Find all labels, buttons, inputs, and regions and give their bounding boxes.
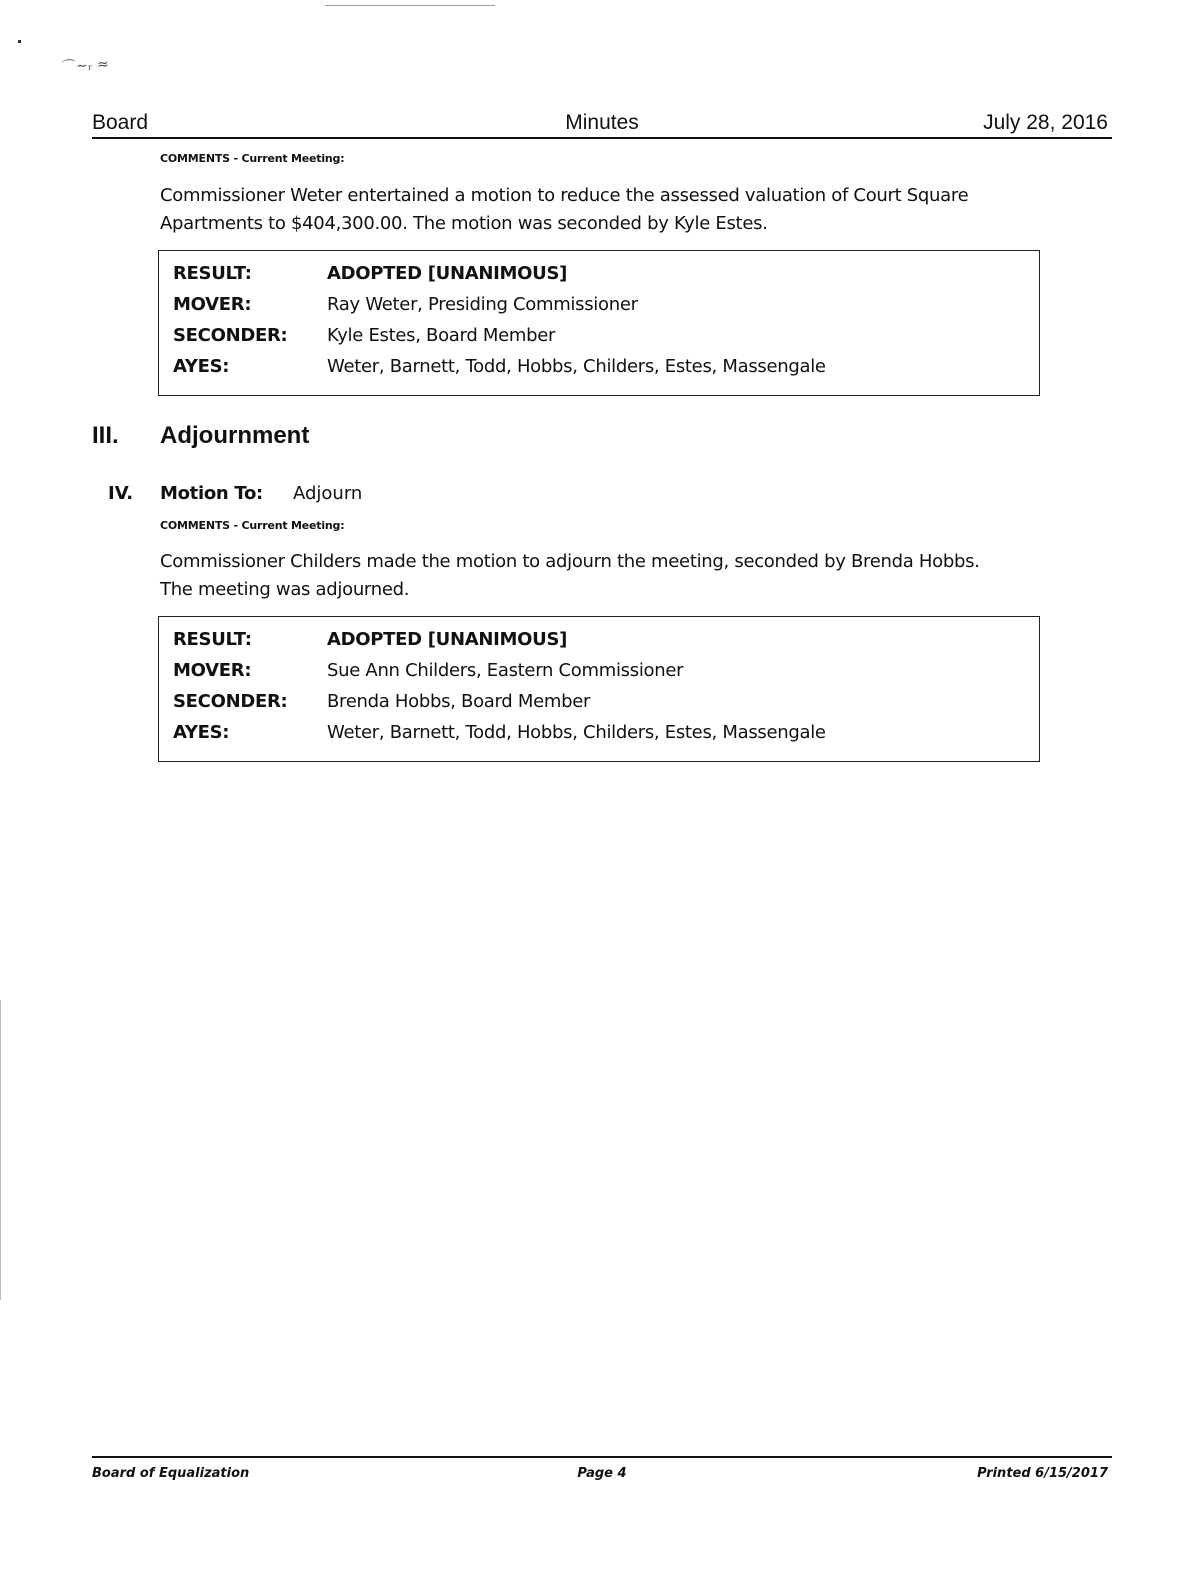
comment-line: The meeting was adjourned.: [160, 579, 410, 600]
header-board: Board: [92, 111, 149, 134]
comments-label: COMMENTS - Current Meeting:: [160, 152, 345, 165]
comment-line: Commissioner Childers made the motion to adjourn the meeting, seconded by Brenda Hobbs.: [160, 551, 980, 572]
vote-result-box: [158, 250, 1040, 396]
footer-board-name: Board of Equalization: [92, 1466, 250, 1481]
section-title: Adjournment: [160, 422, 310, 449]
result-value: ADOPTED [UNANIMOUS]: [327, 263, 568, 284]
ayes-value: Weter, Barnett, Todd, Hobbs, Childers, Estes, Massengale: [327, 722, 826, 743]
scan-left-edge: [0, 1000, 1, 1300]
section-number: III.: [92, 422, 119, 449]
header-minutes: Minutes: [565, 111, 639, 134]
result-label: RESULT:: [173, 629, 252, 650]
seconder-label: SECONDER:: [173, 325, 288, 346]
seconder-label: SECONDER:: [173, 691, 288, 712]
mover-label: MOVER:: [173, 660, 252, 681]
motion-value: Adjourn: [293, 483, 363, 504]
vote-row-ayes: [159, 354, 1039, 385]
comments-label: COMMENTS - Current Meeting:: [160, 519, 345, 532]
result-label: RESULT:: [173, 263, 252, 284]
item-number: IV.: [108, 483, 134, 504]
vote-row-result: [159, 627, 1039, 658]
mover-label: MOVER:: [173, 294, 252, 315]
vote-row-seconder: [159, 323, 1039, 354]
mover-value: Ray Weter, Presiding Commissioner: [327, 294, 638, 315]
vote-row-ayes: [159, 720, 1039, 751]
page-header: [92, 109, 1112, 139]
comment-line: Commissioner Weter entertained a motion to reduce the assessed valuation of Court Square: [160, 185, 969, 206]
comment-line: Apartments to $404,300.00. The motion was seconded by Kyle Estes.: [160, 213, 768, 234]
ayes-value: Weter, Barnett, Todd, Hobbs, Childers, Estes, Massengale: [327, 356, 826, 377]
ayes-label: AYES:: [173, 722, 230, 743]
mover-value: Sue Ann Childers, Eastern Commissioner: [327, 660, 684, 681]
result-value: ADOPTED [UNANIMOUS]: [327, 629, 568, 650]
footer-printed-date: Printed 6/15/2017: [977, 1466, 1108, 1481]
scan-top-line: [325, 5, 495, 6]
page-footer: [92, 1456, 1112, 1488]
vote-row-mover: [159, 658, 1039, 689]
seconder-value: Brenda Hobbs, Board Member: [327, 691, 591, 712]
motion-label: Motion To:: [160, 483, 263, 504]
header-date: July 28, 2016: [983, 111, 1108, 134]
comment-paragraph: [160, 182, 1040, 238]
vote-row-result: [159, 261, 1039, 292]
seconder-value: Kyle Estes, Board Member: [327, 325, 556, 346]
vote-row-seconder: [159, 689, 1039, 720]
comment-paragraph: [160, 548, 1040, 604]
vote-result-box: [158, 616, 1040, 762]
handwritten-mark: ⌒~ᵣ ≈: [61, 56, 110, 76]
scan-speck: [18, 40, 21, 43]
vote-row-mover: [159, 292, 1039, 323]
footer-page-number: Page 4: [577, 1466, 627, 1481]
ayes-label: AYES:: [173, 356, 230, 377]
